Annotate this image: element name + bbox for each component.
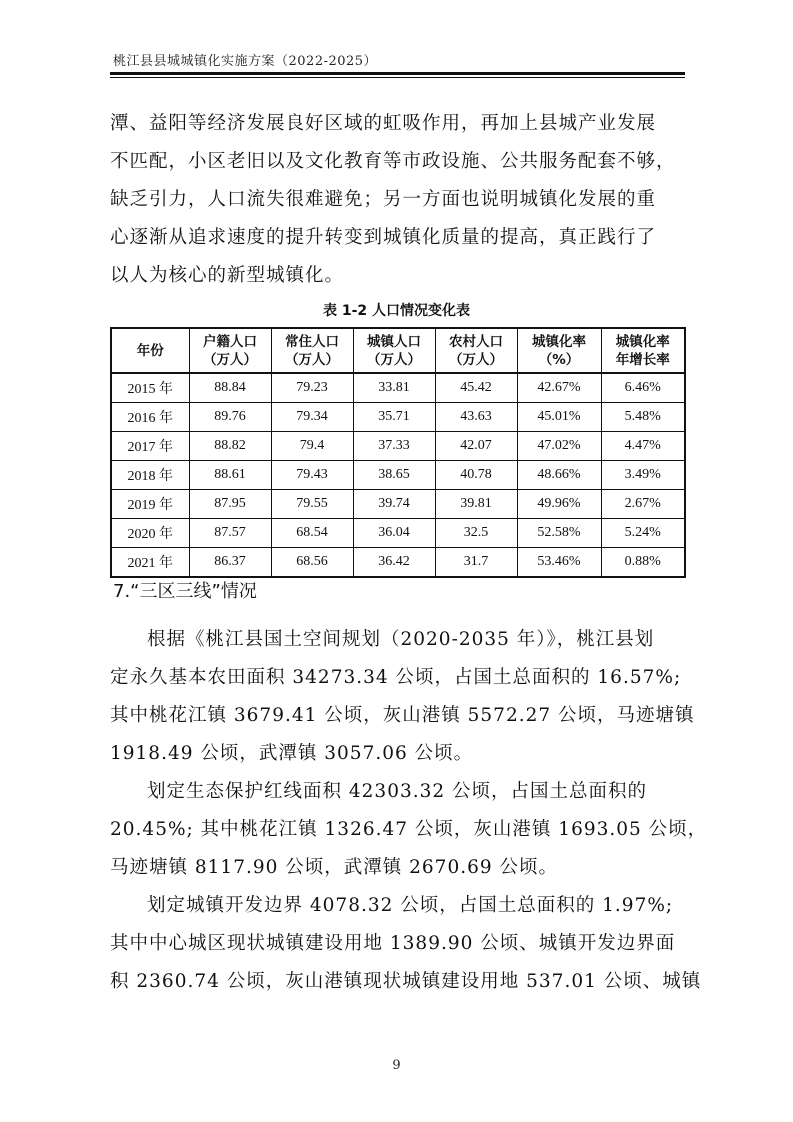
paragraph-line: 以人为核心的新型城镇化。 (110, 265, 345, 286)
table-cell: 5.48% (601, 403, 685, 432)
table-cell: 45.01% (517, 403, 601, 432)
table-cell: 52.58% (517, 519, 601, 548)
table-cell: 42.67% (517, 373, 601, 403)
running-header: 桃江县县城城镇化实施方案（2022-2025） (113, 54, 378, 69)
header-year: 年份 (111, 328, 189, 373)
table-caption: 表 1-2 人口情况变化表 (322, 303, 471, 319)
paragraph-2 (110, 621, 695, 773)
header-urban-pop: 城镇人口 （万人） (353, 328, 435, 373)
table-cell: 6.46% (601, 373, 685, 403)
table-cell: 68.54 (271, 519, 353, 548)
table-cell: 68.56 (271, 548, 353, 578)
table-cell: 3.49% (601, 461, 685, 490)
table-cell: 31.7 (435, 548, 517, 578)
paragraph-line: 定永久基本农田面积 34273.34 公顷，占国土总面积的 16.57%; (110, 667, 682, 688)
paragraph-line: 积 2360.74 公顷，灰山港镇现状城镇建设用地 537.01 公顷、城镇 (110, 971, 702, 992)
table-cell: 88.84 (189, 373, 271, 403)
page-number: 9 (392, 1058, 401, 1073)
table-cell: 42.07 (435, 432, 517, 461)
paragraph-line: 其中桃花江镇 3679.41 公顷，灰山港镇 5572.27 公顷，马迹塘镇 (110, 705, 695, 726)
header-rule-thin (110, 77, 685, 78)
table-cell: 0.88% (601, 548, 685, 578)
paragraph-line: 潭、益阳等经济发展良好区域的虹吸作用，再加上县城产业发展 (110, 113, 657, 134)
table-cell: 47.02% (517, 432, 601, 461)
table-cell: 53.46% (517, 548, 601, 578)
table-cell: 37.33 (353, 432, 435, 461)
table-cell: 36.42 (353, 548, 435, 578)
table-row (111, 519, 685, 548)
table-cell: 89.76 (189, 403, 271, 432)
table-cell: 40.78 (435, 461, 517, 490)
paragraph-1 (110, 105, 685, 295)
table-cell: 79.34 (271, 403, 353, 432)
header-resident-pop: 常住人口 （万人） (271, 328, 353, 373)
table-cell: 2.67% (601, 490, 685, 519)
table-cell: 4.47% (601, 432, 685, 461)
paragraph-line: 划定城镇开发边界 4078.32 公顷，占国土总面积的 1.97%; (147, 895, 674, 916)
table-row (111, 548, 685, 578)
header-rule-thick (110, 72, 685, 75)
table-cell: 33.81 (353, 373, 435, 403)
table-row (111, 373, 685, 403)
header-urbanization-rate: 城镇化率 （%） (517, 328, 601, 373)
table-cell: 49.96% (517, 490, 601, 519)
population-table (110, 327, 686, 578)
table-cell: 2017 年 (111, 432, 189, 461)
table-cell: 79.55 (271, 490, 353, 519)
header-rural-pop: 农村人口 （万人） (435, 328, 517, 373)
table-cell: 32.5 (435, 519, 517, 548)
table-cell: 38.65 (353, 461, 435, 490)
paragraph-line: 心逐渐从追求速度的提升转变到城镇化质量的提高，真正践行了 (110, 227, 657, 248)
table-cell: 2018 年 (111, 461, 189, 490)
table-cell: 2019 年 (111, 490, 189, 519)
table-cell: 2021 年 (111, 548, 189, 578)
paragraph-line: 其中中心城区现状城镇建设用地 1389.90 公顷、城镇开发边界面 (110, 933, 676, 954)
table-cell: 79.43 (271, 461, 353, 490)
paragraph-line: 20.45%; 其中桃花江镇 1326.47 公顷，灰山港镇 1693.05 公顷， (110, 819, 708, 840)
section-heading: 7.“三区三线”情况 (113, 581, 257, 602)
table-cell: 43.63 (435, 403, 517, 432)
table-cell: 2020 年 (111, 519, 189, 548)
paragraph-line: 马迹塘镇 8117.90 公顷，武潭镇 2670.69 公顷。 (110, 857, 559, 878)
table-cell: 35.71 (353, 403, 435, 432)
table-cell: 86.37 (189, 548, 271, 578)
table-cell: 88.82 (189, 432, 271, 461)
table-cell: 39.81 (435, 490, 517, 519)
table-cell: 79.4 (271, 432, 353, 461)
table-cell: 39.74 (353, 490, 435, 519)
table-cell: 45.42 (435, 373, 517, 403)
table-row (111, 490, 685, 519)
paragraph-4 (110, 887, 702, 1001)
table-cell: 36.04 (353, 519, 435, 548)
paragraph-line: 划定生态保护红线面积 42303.32 公顷，占国土总面积的 (147, 781, 648, 802)
paragraph-line: 缺乏引力，人口流失很难避免；另一方面也说明城镇化发展的重 (110, 189, 657, 210)
paragraph-line: 根据《桃江县国土空间规划（2020-2035 年）》，桃江县划 (147, 629, 655, 650)
table-cell: 87.57 (189, 519, 271, 548)
table-cell: 79.23 (271, 373, 353, 403)
table-row (111, 403, 685, 432)
table-cell: 2016 年 (111, 403, 189, 432)
paragraph-line: 不匹配，小区老旧以及文化教育等市政设施、公共服务配套不够， (110, 151, 676, 172)
paragraph-3 (110, 773, 708, 887)
table-cell: 87.95 (189, 490, 271, 519)
paragraph-line: 1918.49 公顷，武潭镇 3057.06 公顷。 (110, 743, 474, 764)
table-header-row (111, 328, 685, 373)
table-cell: 88.61 (189, 461, 271, 490)
table-cell: 5.24% (601, 519, 685, 548)
table-cell: 48.66% (517, 461, 601, 490)
table-row (111, 461, 685, 490)
header-urbanization-growth: 城镇化率 年增长率 (601, 328, 685, 373)
table-cell: 2015 年 (111, 373, 189, 403)
table-row (111, 432, 685, 461)
header-registered-pop: 户籍人口 （万人） (189, 328, 271, 373)
